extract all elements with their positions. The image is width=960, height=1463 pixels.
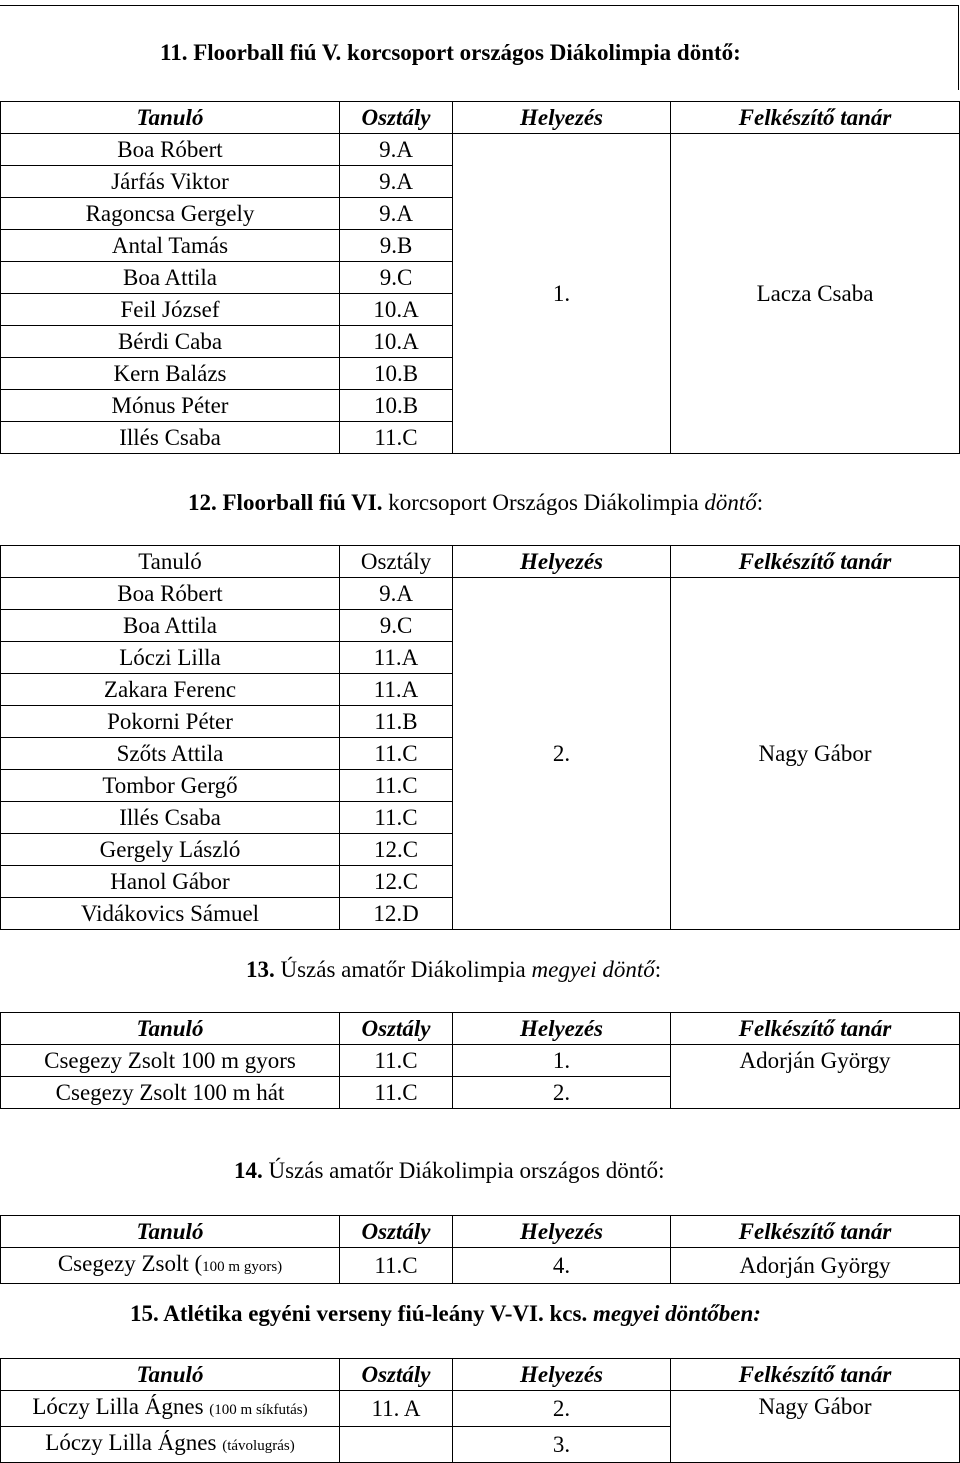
header-teacher: Felkészítő tanár (671, 1216, 960, 1248)
teacher-cell: Adorján György (671, 1248, 960, 1284)
student-class: 9.B (340, 230, 453, 262)
table-row (1, 134, 960, 166)
student-class: 11.C (340, 422, 453, 454)
student-name: Szőts Attila (1, 738, 340, 770)
section-11-title: 11. Floorball fiú V. korcsoport országos Diákolimpia döntő: (160, 40, 741, 65)
student-name (1, 1427, 340, 1463)
table-row (1, 1045, 960, 1077)
student-class: 10.B (340, 390, 453, 422)
section-12-title-italic: döntő (704, 490, 757, 515)
teacher-cell: Nagy Gábor (671, 1391, 960, 1463)
student-class: 9.C (340, 610, 453, 642)
header-student: Tanuló (1, 1359, 340, 1391)
header-place: Helyezés (453, 102, 671, 134)
table-row (1, 1391, 960, 1427)
student-name: Boa Attila (1, 610, 340, 642)
student-class: 10.A (340, 294, 453, 326)
student-name: Gergely László (1, 834, 340, 866)
section-13-title-text: Úszás amatőr Diákolimpia (274, 957, 532, 982)
student-class: 12.C (340, 866, 453, 898)
section-13-title (246, 957, 661, 983)
student-class: 11.C (340, 802, 453, 834)
student-name (1, 1391, 340, 1427)
student-class: 12.D (340, 898, 453, 930)
place-cell: 1. (453, 1045, 671, 1077)
section-14-title-text: Úszás amatőr Diákolimpia országos döntő: (262, 1158, 665, 1183)
place-cell: 1. (453, 134, 671, 454)
section-15-table (0, 1358, 960, 1463)
section-14-table (0, 1215, 960, 1284)
table-header-row (1, 1216, 960, 1248)
section-15-title-main: 15. Atlétika egyéni verseny fiú-leány V-VI. kcs. (130, 1301, 593, 1326)
section-11-table (0, 101, 960, 454)
student-name: Ragoncsa Gergely (1, 198, 340, 230)
student-name: Illés Csaba (1, 802, 340, 834)
header-class: Osztály (340, 1359, 453, 1391)
section-12-table (0, 545, 960, 930)
place-cell: 3. (453, 1427, 671, 1463)
header-teacher: Felkészítő tanár (671, 1013, 960, 1045)
header-place: Helyezés (453, 1216, 671, 1248)
section-12-title-number: 12. Floorball fiú VI. (188, 490, 383, 515)
table-header-row (1, 546, 960, 578)
student-name: Tombor Gergő (1, 770, 340, 802)
student-class: 11.C (340, 738, 453, 770)
table-row (1, 1248, 960, 1284)
header-teacher: Felkészítő tanár (671, 546, 960, 578)
student-name: Kern Balázs (1, 358, 340, 390)
student-name: Hanol Gábor (1, 866, 340, 898)
header-teacher: Felkészítő tanár (671, 102, 960, 134)
table-header-row (1, 102, 960, 134)
student-class: 11.C (340, 1077, 453, 1109)
student-name: Boa Róbert (1, 134, 340, 166)
student-name: Bérdi Caba (1, 326, 340, 358)
student-name: Mónus Péter (1, 390, 340, 422)
student-name (1, 1248, 340, 1284)
place-cell: 2. (453, 578, 671, 930)
header-student: Tanuló (1, 1216, 340, 1248)
student-class: 9.A (340, 578, 453, 610)
student-name: Csegezy Zsolt 100 m gyors (1, 1045, 340, 1077)
header-student: Tanuló (1, 1013, 340, 1045)
section-15-title (130, 1301, 761, 1327)
table-row (1, 578, 960, 610)
student-name: Antal Tamás (1, 230, 340, 262)
section-13-title-colon: : (654, 957, 662, 982)
teacher-cell: Nagy Gábor (671, 578, 960, 930)
student-name-main: Csegezy Zsolt ( (57, 1251, 203, 1276)
student-event: (távolugrás) (222, 1438, 295, 1454)
section-13-title-italic: megyei döntő (531, 957, 655, 982)
student-event: 100 m gyors) (202, 1259, 283, 1275)
teacher-cell: Lacza Csaba (671, 134, 960, 454)
section-13-title-number: 13. (246, 957, 275, 982)
student-event: (100 m síkfutás) (209, 1402, 308, 1418)
header-place: Helyezés (453, 546, 671, 578)
student-class: 11.C (340, 1248, 453, 1284)
header-class: Osztály (340, 1216, 453, 1248)
header-class: Osztály (340, 546, 453, 578)
teacher-cell: Adorján György (671, 1045, 960, 1109)
student-class: 10.B (340, 358, 453, 390)
table-header-row (1, 1359, 960, 1391)
student-name: Illés Csaba (1, 422, 340, 454)
place-cell: 2. (453, 1391, 671, 1427)
top-border-line (0, 5, 958, 6)
student-name: Csegezy Zsolt 100 m hát (1, 1077, 340, 1109)
student-name: Boa Róbert (1, 578, 340, 610)
student-name: Pokorni Péter (1, 706, 340, 738)
student-class: 11.B (340, 706, 453, 738)
section-12-title-text: korcsoport Országos Diákolimpia (382, 490, 705, 515)
student-name: Lóczi Lilla (1, 642, 340, 674)
student-name-main: Lóczy Lilla Ágnes (32, 1394, 210, 1419)
right-border-line (958, 5, 959, 90)
header-teacher: Felkészítő tanár (671, 1359, 960, 1391)
student-class (340, 1427, 453, 1463)
header-student: Tanuló (1, 102, 340, 134)
section-14-title (234, 1158, 665, 1184)
student-name: Vidákovics Sámuel (1, 898, 340, 930)
student-class: 10.A (340, 326, 453, 358)
place-cell: 2. (453, 1077, 671, 1109)
header-place: Helyezés (453, 1013, 671, 1045)
header-student: Tanuló (1, 546, 340, 578)
student-class: 11.C (340, 770, 453, 802)
student-name-main: Lóczy Lilla Ágnes (45, 1430, 223, 1455)
section-14-title-number: 14. (234, 1158, 263, 1183)
student-class: 11.A (340, 674, 453, 706)
student-name: Feil József (1, 294, 340, 326)
student-class: 12.C (340, 834, 453, 866)
student-class: 11. A (340, 1391, 453, 1427)
place-cell: 4. (453, 1248, 671, 1284)
student-name: Boa Attila (1, 262, 340, 294)
header-class: Osztály (340, 1013, 453, 1045)
header-class: Osztály (340, 102, 453, 134)
student-class: 9.C (340, 262, 453, 294)
student-class: 9.A (340, 134, 453, 166)
table-header-row (1, 1013, 960, 1045)
section-13-table (0, 1012, 960, 1109)
section-12-title-colon: : (756, 490, 764, 515)
student-name: Járfás Viktor (1, 166, 340, 198)
header-place: Helyezés (453, 1359, 671, 1391)
section-12-title (188, 490, 763, 516)
section-15-title-italic: megyei döntőben: (592, 1301, 761, 1326)
student-class: 9.A (340, 198, 453, 230)
student-name: Zakara Ferenc (1, 674, 340, 706)
student-class: 11.A (340, 642, 453, 674)
student-class: 9.A (340, 166, 453, 198)
student-class: 11.C (340, 1045, 453, 1077)
